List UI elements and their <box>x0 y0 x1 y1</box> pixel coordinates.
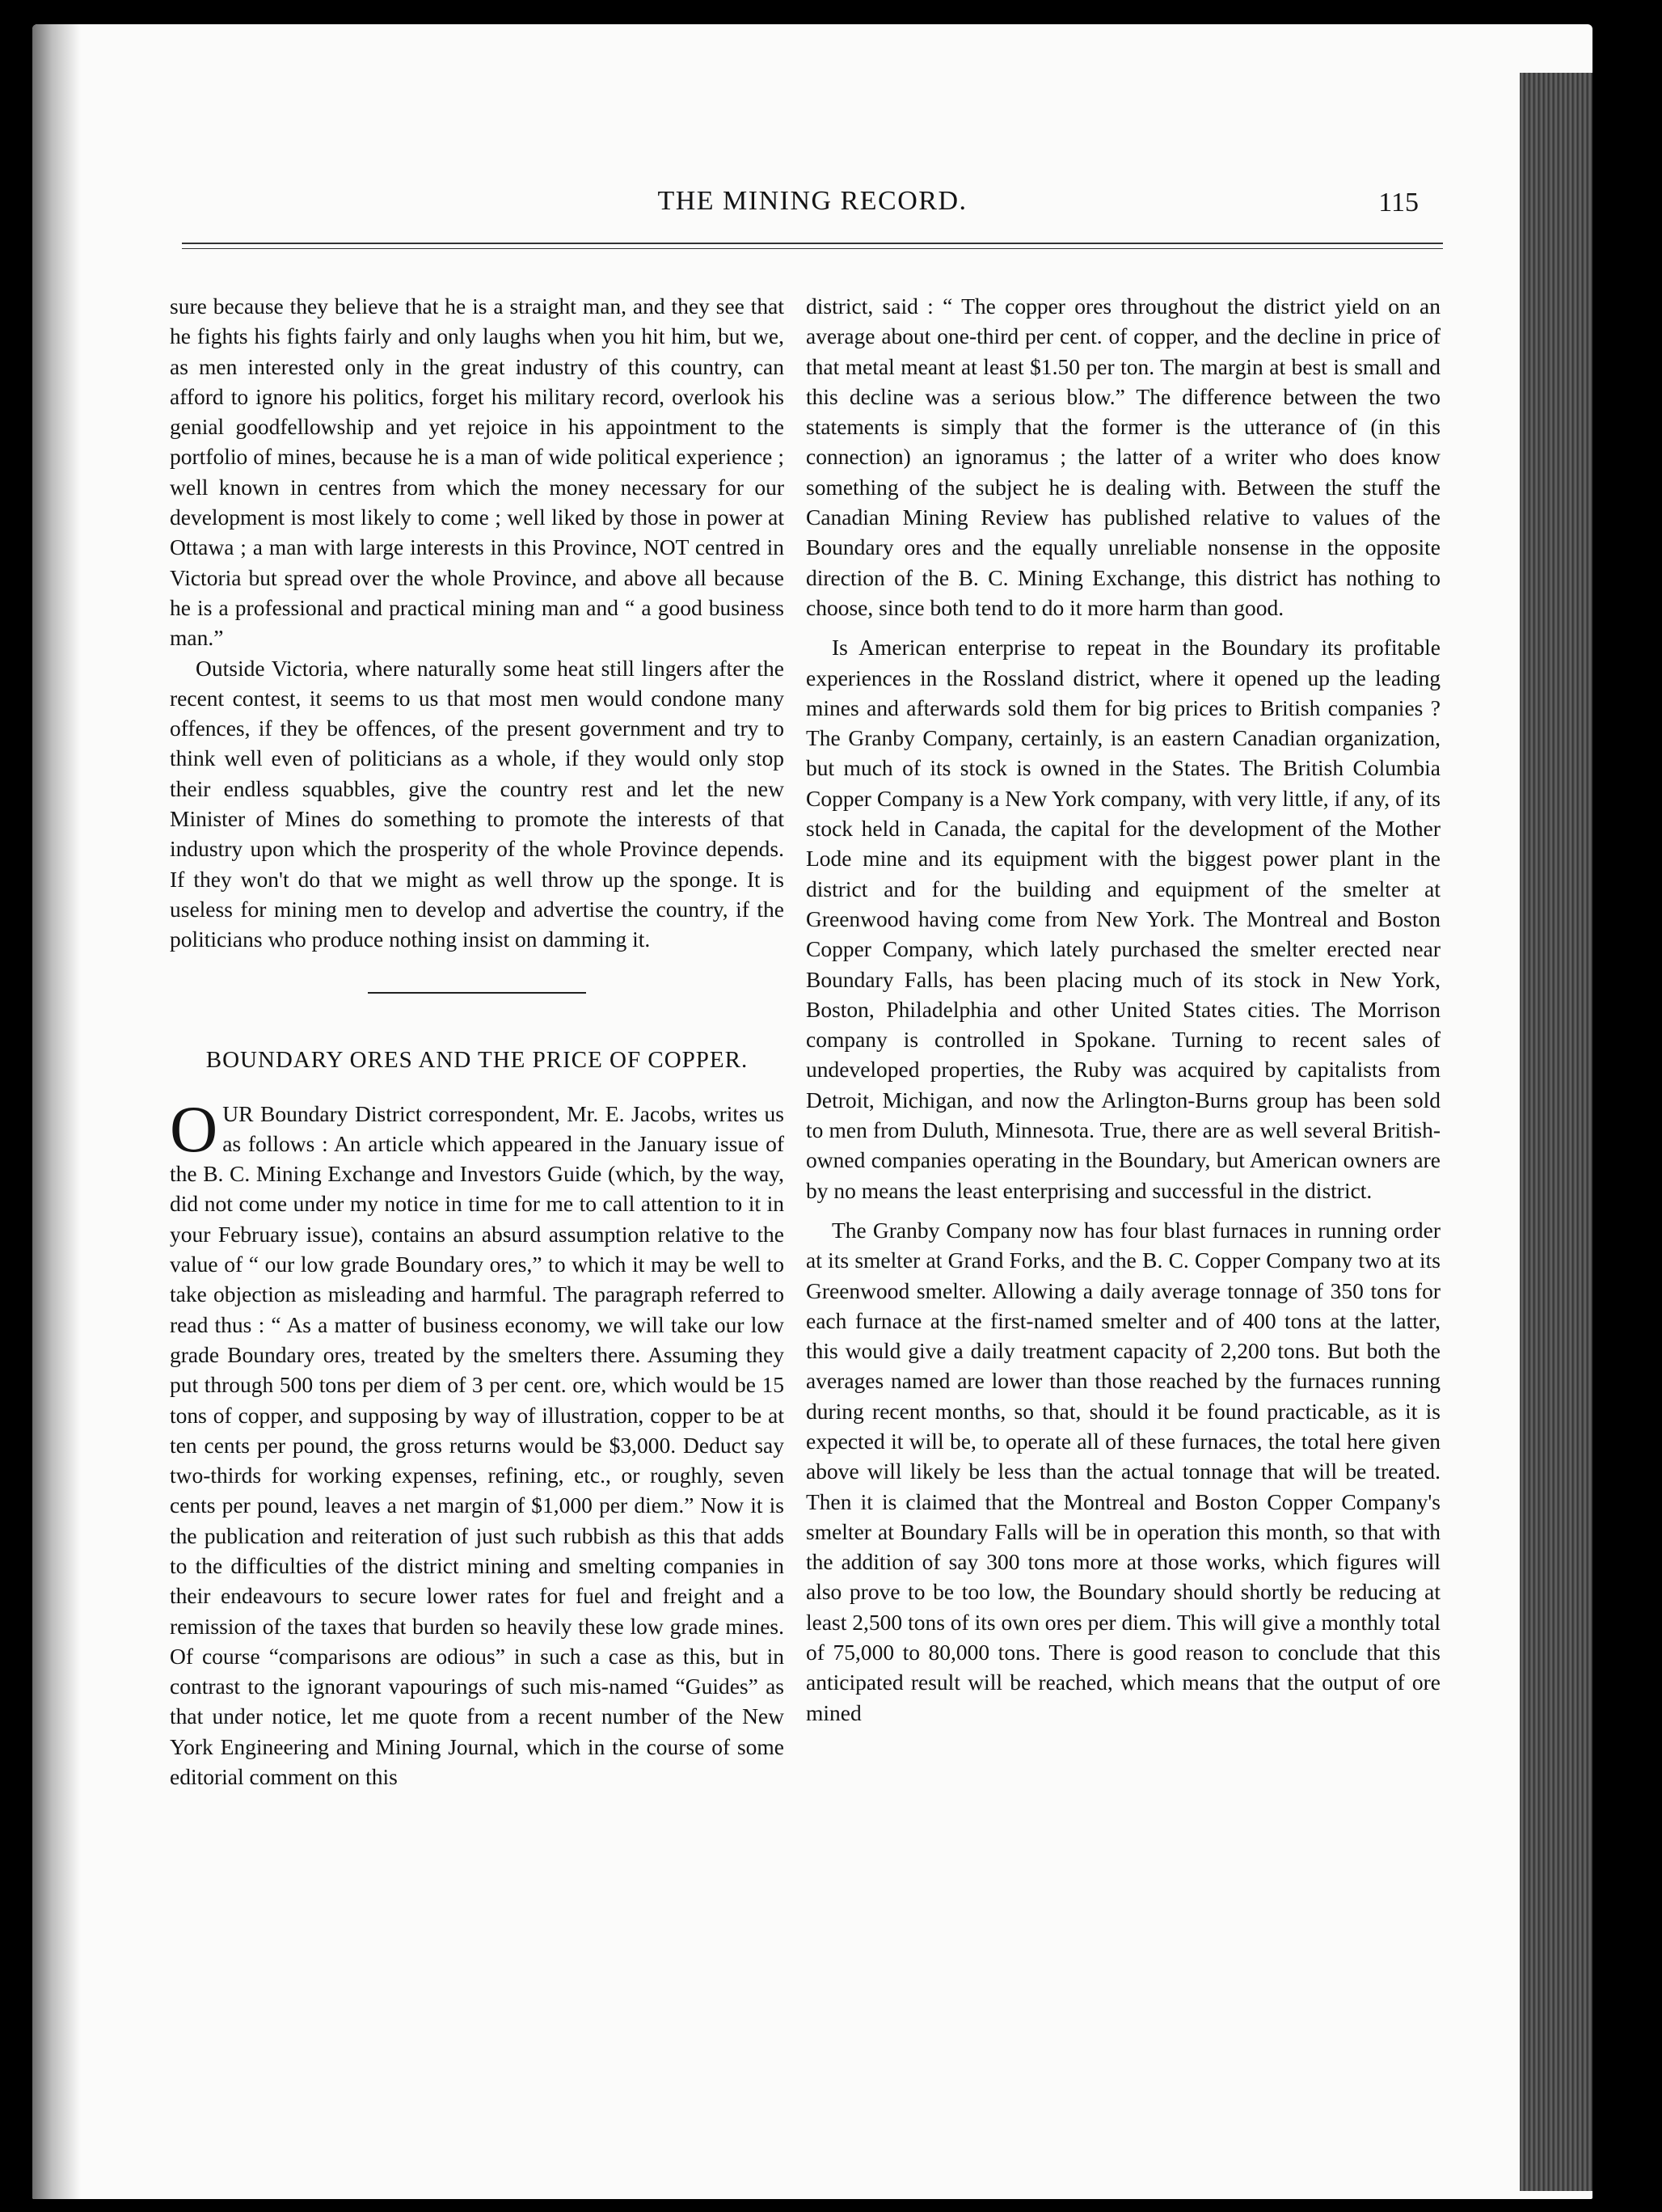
paragraph: The Granby Company now has four blast furnaces in running order at its smelter at Grand Forks, and the B. C. Copper Company two at its Greenwood smelter. Allowing a daily average tonnage of 350 tons for each furnace at the first-named smelter and of 400 tons at the latter, this would give a daily treatment capacity of 2,200 tons. But both the averages named are lower than those reached by the furnaces running during recent months, so that, should it be found practicable, as it is expected it will be, to operate all of these furnaces, the total here given above will likely be less than the actual tonnage that will be treated. Then it is claimed that the Montreal and Boston Copper Company's smelter at Boundary Falls will be in operation this month, so that with the addition of say 300 tons more at those works, which figures will also prove to be too low, the Boundary should shortly be reducing at least 2,500 tons of its own ores per diem. This will give a monthly total of 75,000 to 80,000 tons. There is good reason to conclude that this anticipated result will be reached, which means that the output of ore mined <box>806 1217 1441 1725</box>
left-column <box>170 291 784 1792</box>
article-opening-paragraph <box>170 1091 784 1792</box>
running-title: THE MINING RECORD. <box>657 186 968 216</box>
page-number: 115 <box>1378 188 1419 217</box>
paragraph: Is American enterprise to repeat in the Boundary its profitable experiences in the Rossland district, where it opened up the leading mines and afterwards sold them for big prices to British companies ? The Granby Company, certainly, is an eastern Canadian organization, but much of its stock is owned in the States. The British Columbia Copper Company is a New York company, with very little, if any, of its stock held in Canada, the capital for the development of the Mother Lode mine and its equipment with the biggest power plant in the district and for the building and equipment of the smelter at Greenwood having come from New York. The Montreal and Boston Copper Company, which lately purchased the smelter erected near Boundary Falls, has been placing much of its stock in New York, Boston, Philadelphia and other United States cities. The Morrison company is controlled in Spokane. Turning to recent sales of undeveloped properties, the Ruby was acquired by capitalists from Detroit, Michigan, and now the Arlington-Burns group has been sold to men from Duluth, Minnesota. True, there are as well several British-owned companies operating in the Boundary, but American owners are by no means the least enterprising and successful in the district. <box>806 635 1441 1203</box>
section-title: BOUNDARY ORES AND THE PRICE OF COPPER. <box>205 1046 749 1073</box>
paragraph-text: UR Boundary District correspondent, Mr. E. Jacobs, writes us as follows : An article which appeared in the January issue of the B. C. Mining Exchange and Investors Guide (which, by the way, did not come under my notice in time for me to call attention to it in your February issue), contains an absurd assumption relative to the value of “ our low grade Boundary ores,” to which it may be well to take objection as misleading and harmful. The paragraph referred to read thus : “ As a matter of business economy, we will take our low grade Boundary ores, treated by the smelters there. Assuming they put through 500 tons per diem of 3 per cent. ore, which would be 15 tons of copper, and supposing by way of illustration, copper to be at ten cents per pound, the gross returns would be $3,000. Deduct say two-thirds for working expenses, refining, etc., or roughly, seven cents per pound, leaves a net margin of $1,000 per diem.” Now it is the publication and reiteration of just such rubbish as this that adds to the difficulties of the district mining and smelting companies in their endeavours to secure lower rates for fuel and freight and a remission of the taxes that burden so heavily these low grade mines. Of course “comparisons are odious” in such a case as this, but in contrast to the ignorant vapourings of such mis-named “Guides” as that under notice, let me quote from a recent number of the New York Engineering and Mining Journal, which in the course of some editorial comment on this <box>170 1100 784 1790</box>
paragraph: sure because they believe that he is a straight man, and they see that he fights his fights fairly and only laughs when you hit him, but we, as men interested only in the great industry of this country, can afford to ignore his politics, forget his military record, overlook his genial goodfellowship and yet rejoice in his appointment to the portfolio of mines, because he is a man of wide political experience ; well known in centres from which the money necessary for our development is most likely to come ; well liked by those in power at Ottawa ; a man with large interests in this Province, NOT centred in Victoria but spread over the whole Province, and above all because he is a professional and practical mining man and “ a good business man.” <box>170 293 784 651</box>
section-divider <box>368 992 586 994</box>
binding-shadow <box>32 24 81 2199</box>
paragraph: Outside Victoria, where naturally some heat still lingers after the recent contest, it seems to us that most men would condone many offences, if they be offences, of the present government and try to think well even of politicians as a whole, if they would only stop their endless squabbles, give the country rest and let the new Minister of Mines do something to promote the interests of that industry upon which the prosperity of the whole Province depends. If they won't do that we might as well throw up the sponge. It is useless for mining men to develop and advertise the country, if the politicians who produce nothing insist on damming it. <box>170 655 784 952</box>
right-column <box>806 291 1441 1728</box>
header-rule-thin <box>182 248 1443 249</box>
page-header <box>182 186 1443 275</box>
page-edges <box>1520 73 1592 2191</box>
paragraph: district, said : “ The copper ores throughout the district yield on an average about one-third per cent. of copper, and the decline in price of that metal meant at least $1.50 per ton. The margin at best is small and this decline was a serious blow.” The difference between the two statements is simply that the former is the utterance of (in this connection) an ignoramus ; the latter of a writer who does know something of the subject he is dealing with. Between the stuff the Canadian Mining Review has published relative to values of the Boundary ores and the equally unreliable nonsense in the opposite direction of the B. C. Mining Exchange, this district has nothing to choose, since both tend to do it more harm than good. <box>806 293 1441 620</box>
drop-cap: O <box>170 1091 218 1166</box>
header-rule <box>182 243 1443 244</box>
scanned-page <box>32 24 1592 2199</box>
